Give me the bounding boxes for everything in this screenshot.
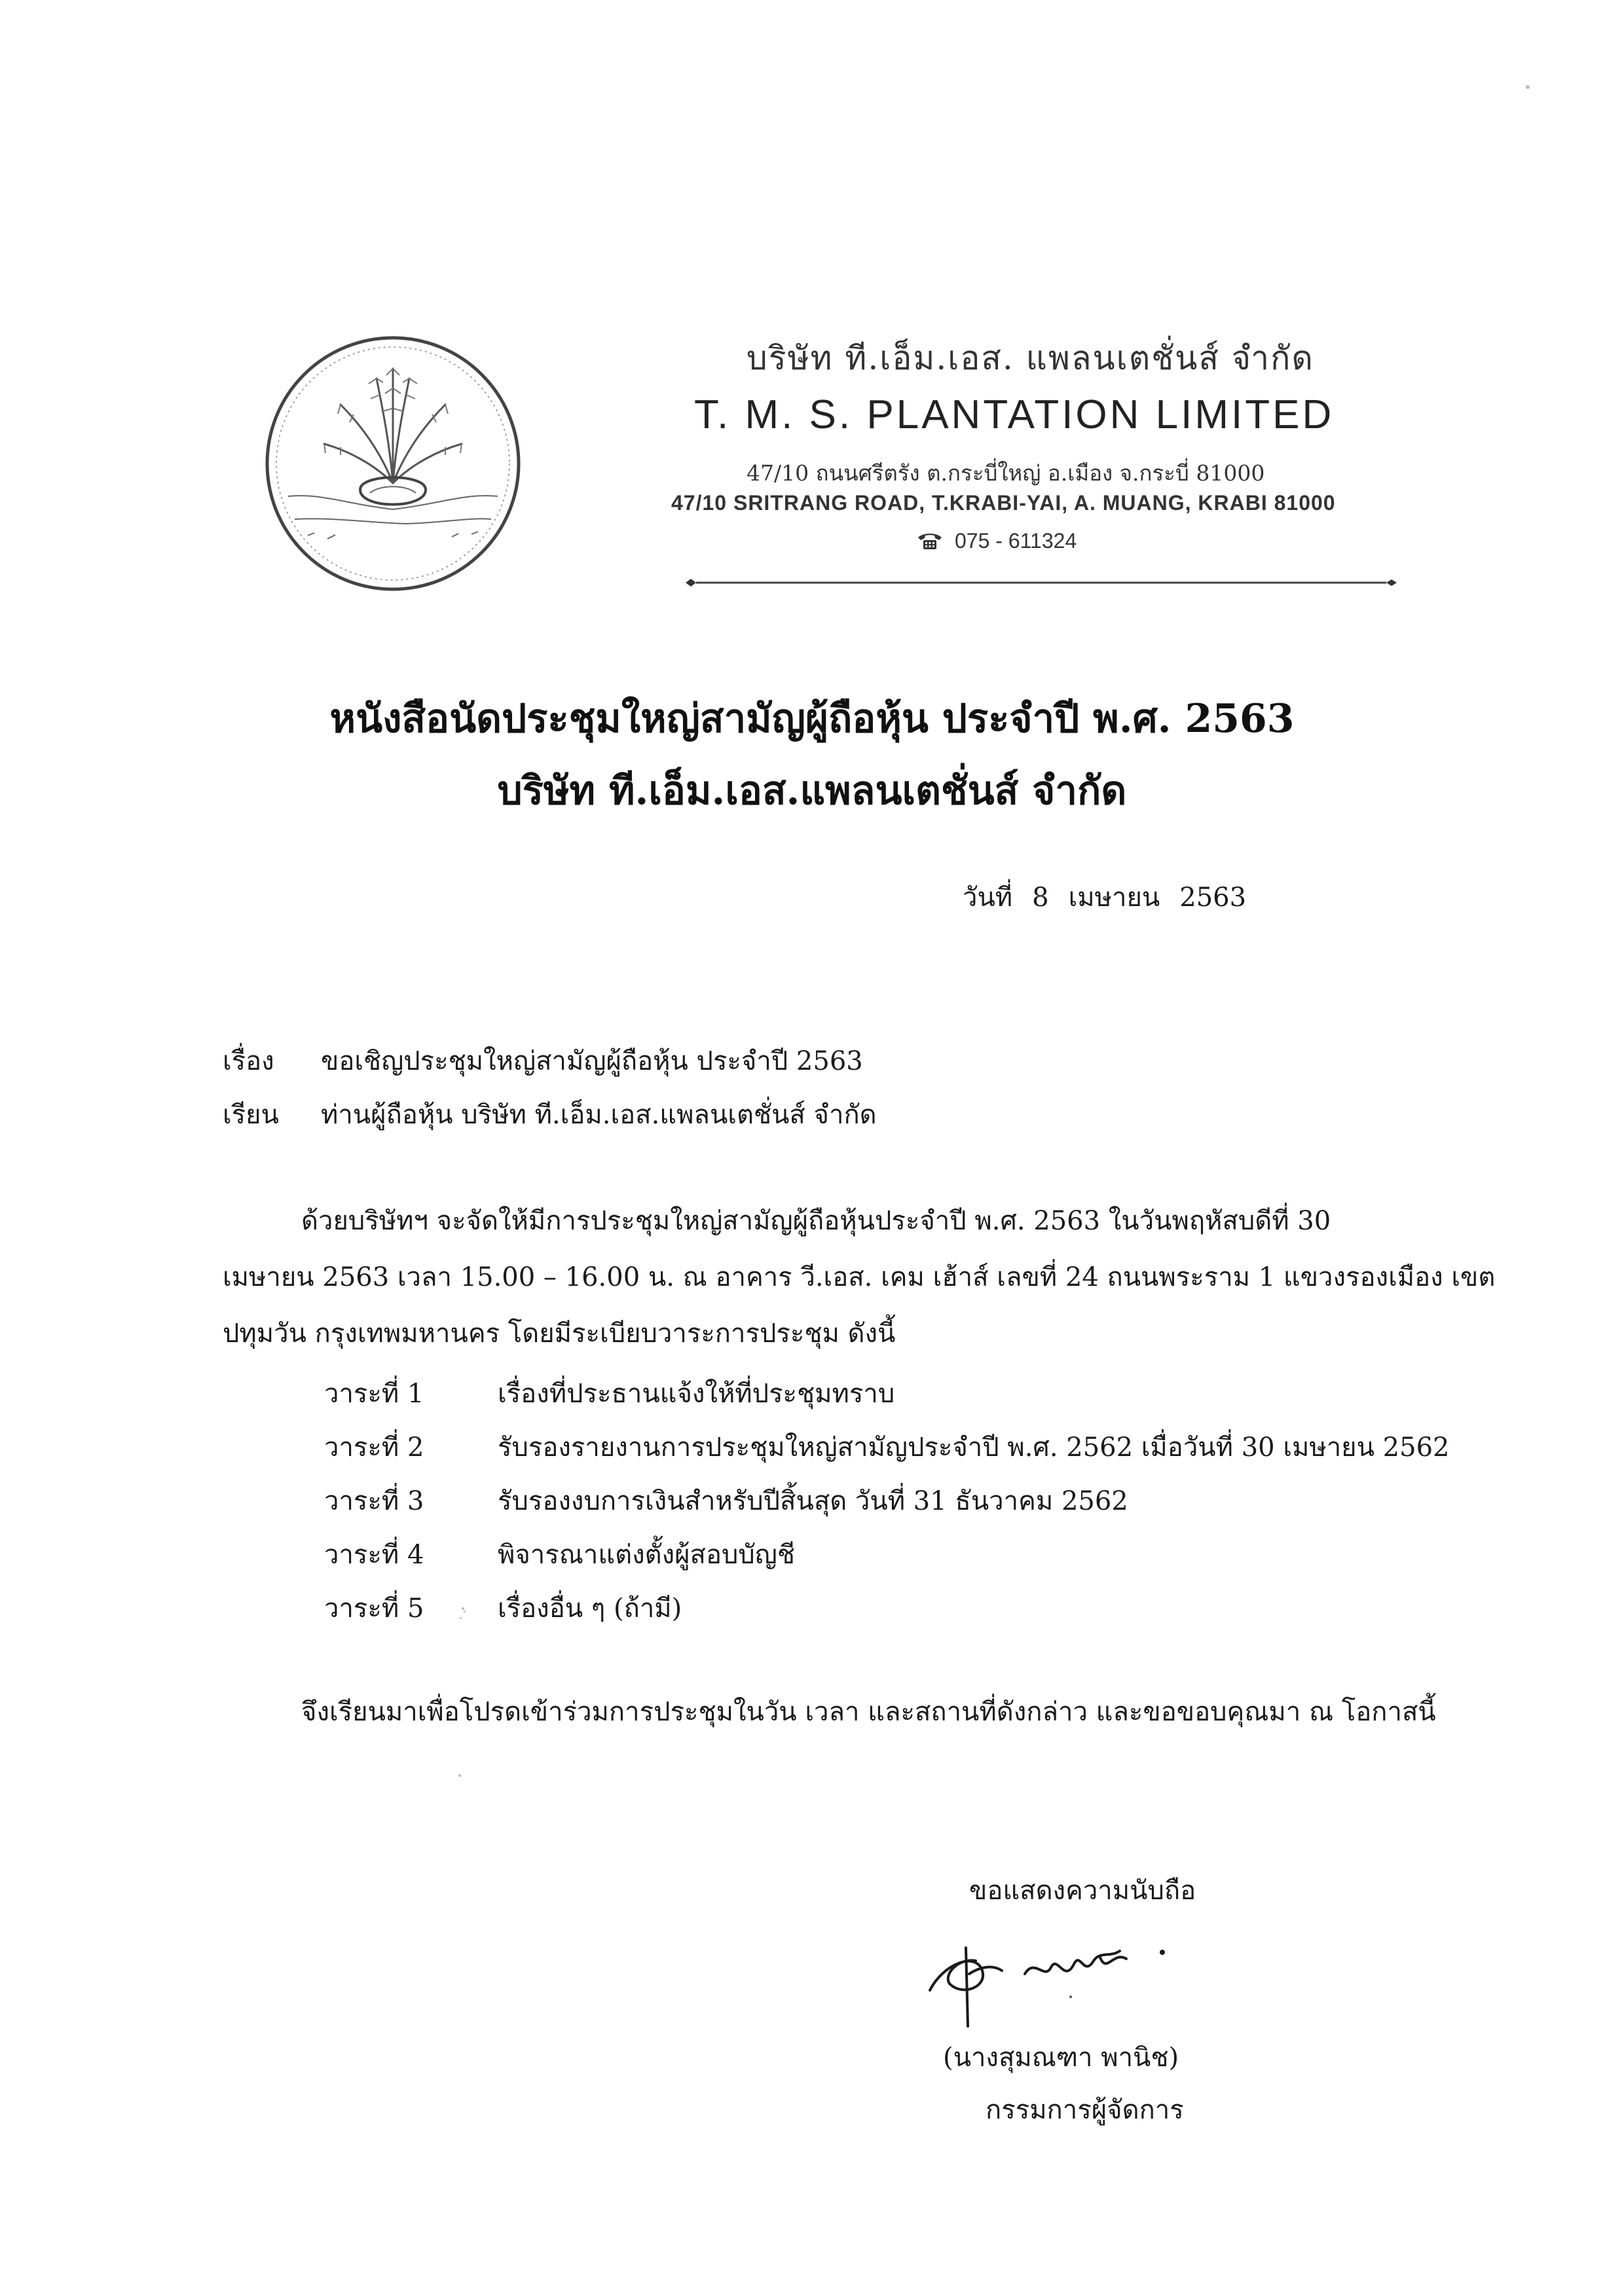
- agenda-text: รับรองงบการเงินสำหรับปีสิ้นสุด วันที่ 31 ธันวาคม 2562: [498, 1486, 1128, 1516]
- scan-speck: [458, 1774, 461, 1777]
- agenda-text: รับรองรายงานการประชุมใหญ่สามัญประจำปี พ.ศ. 2562 เมื่อวันที่ 30 เมษายน 2562: [498, 1432, 1450, 1463]
- agenda-text: พิจารณาแต่งตั้งผู้สอบบัญชี: [498, 1540, 796, 1570]
- address-thai: 47/10 ถนนศรีตรัง ต.กระบี่ใหญ่ อ.เมือง จ.กระบี่ 81000: [747, 460, 1265, 486]
- agenda-text: เรื่องอื่น ๆ (ถ้ามี): [498, 1594, 682, 1624]
- agenda-item: [324, 1587, 1449, 1641]
- subject-line: [223, 1040, 863, 1082]
- address-english: 47/10 SRITRANG ROAD, T.KRABI-YAI, A. MUANG, KRABI 81000: [671, 491, 1336, 515]
- subject-text: ขอเชิญประชุมใหญ่สามัญผู้ถือหุ้น ประจำปี 2563: [321, 1046, 863, 1076]
- company-name-english: T. M. S. PLANTATION LIMITED: [694, 392, 1335, 437]
- date-month: เมษายน: [1068, 883, 1160, 913]
- agenda-number: วาระที่ 2: [324, 1432, 424, 1463]
- body-line-3: ปทุมวัน กรุงเทพมหานคร โดยมีระเบียบวาระการประชุม ดังนี้: [223, 1319, 896, 1349]
- body-paragraph: [223, 1193, 1496, 1362]
- recipient-line: [223, 1093, 877, 1135]
- telephone-icon: [917, 532, 943, 551]
- letter-date: [963, 876, 1246, 918]
- body-line-1: ด้วยบริษัทฯ จะจัดให้มีการประชุมใหญ่สามัญผู้ถือหุ้นประจำปี พ.ศ. 2563 ในวันพฤหัสบดีที่ 30: [301, 1206, 1331, 1236]
- agenda-item: [324, 1372, 1449, 1426]
- agenda-number: วาระที่ 5: [324, 1594, 424, 1624]
- phone-line: [917, 529, 1077, 553]
- document-title: หนังสือนัดประชุมใหญ่สามัญผู้ถือหุ้น ประจำปี พ.ศ. 2563: [329, 696, 1295, 742]
- subject-label: เรื่อง: [223, 1046, 274, 1076]
- scan-speck: [460, 1617, 462, 1619]
- agenda-text: เรื่องที่ประธานแจ้งให้ที่ประชุมทราบ: [498, 1379, 895, 1409]
- agenda-item: [324, 1480, 1449, 1533]
- company-name-thai: บริษัท ที.เอ็ม.เอส. แพลนเตชั่นส์ จำกัด: [747, 339, 1314, 377]
- date-year: 2563: [1179, 883, 1247, 913]
- date-day: 8: [1032, 883, 1049, 913]
- signatory-name: (นางสุมณฑา พานิช): [943, 2043, 1179, 2073]
- scan-speck: [464, 1611, 466, 1613]
- agenda-list: [324, 1372, 1449, 1641]
- date-label: วันที่: [963, 883, 1013, 913]
- closing-sentence: จึงเรียนมาเพื่อโปรดเข้าร่วมการประชุมในวัน เวลา และสถานที่ดังกล่าว และขอขอบคุณมา ณ โอกาสนี้: [301, 1697, 1436, 1727]
- signatory-position: กรรมการผู้จัดการ: [986, 2095, 1184, 2125]
- scan-speck: [1526, 85, 1530, 89]
- scan-speck: [462, 1607, 464, 1610]
- recipient-label: เรียน: [223, 1100, 279, 1130]
- agenda-number: วาระที่ 3: [324, 1486, 424, 1516]
- palm-tree-seal-icon: [262, 333, 524, 594]
- recipient-text: ท่านผู้ถือหุ้น บริษัท ที.เอ็ม.เอส.แพลนเตชั่นส์ จำกัด: [321, 1100, 877, 1130]
- handwritten-signature-icon: [904, 1912, 1244, 2030]
- agenda-number: วาระที่ 4: [324, 1540, 424, 1570]
- agenda-item: [324, 1426, 1449, 1480]
- regards-text: ขอแสดงความนับถือ: [969, 1876, 1196, 1906]
- body-line-2: เมษายน 2563 เวลา 15.00 – 16.00 น. ณ อาคาร วี.เอส. เคม เฮ้าส์ เลขที่ 24 ถนนพระราม 1 แขวงรองเมือง เขต: [223, 1262, 1496, 1292]
- phone-number: 075 - 611324: [955, 529, 1077, 553]
- agenda-number: วาระที่ 1: [324, 1379, 424, 1409]
- letterhead-divider: [684, 576, 1398, 589]
- agenda-item: [324, 1533, 1449, 1587]
- document-subtitle: บริษัท ที.เอ็ม.เอส.แพลนเตชั่นส์ จำกัด: [497, 768, 1127, 814]
